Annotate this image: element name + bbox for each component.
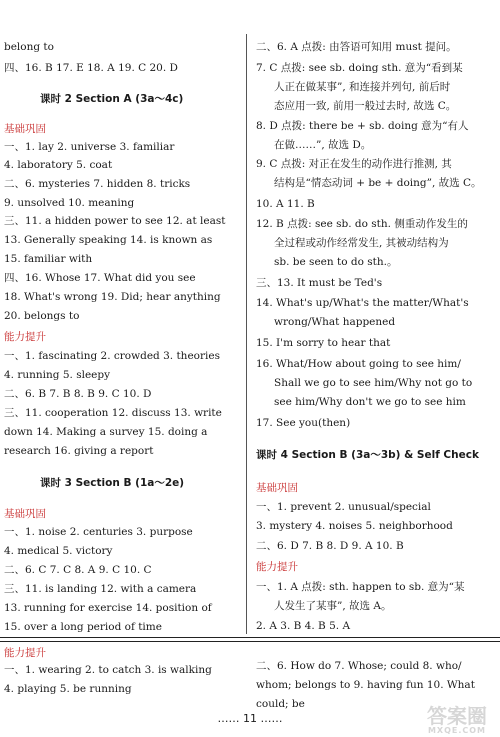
answer-line: 四、16. B 17. E 18. A 19. C 20. D bbox=[4, 62, 178, 74]
answer-line: wrong/What happened bbox=[274, 316, 396, 328]
answer-line: 16. What/How about going to see him/ bbox=[256, 358, 461, 370]
answer-line: 在做……”, 故选 D。 bbox=[274, 139, 372, 151]
answer-line: sb. be seen to do sth.。 bbox=[274, 256, 398, 268]
lesson-heading: 课时 3 Section B (1a～2e) bbox=[40, 477, 185, 489]
answer-line: 18. What's wrong 19. Did; hear anything bbox=[4, 291, 221, 303]
section-subheading: 基础巩固 bbox=[4, 508, 46, 520]
answer-line: 10. A 11. B bbox=[256, 198, 315, 210]
answer-line: 二、6. A 点拨: 由答语可知用 must 提问。 bbox=[256, 41, 457, 53]
column-divider bbox=[246, 34, 247, 634]
answer-line: 3. mystery 4. noises 5. neighborhood bbox=[256, 520, 453, 532]
answer-line: 13. Generally speaking 14. is known as bbox=[4, 234, 213, 246]
answer-line: 17. See you(then) bbox=[256, 417, 351, 429]
section-subheading: 能力提升 bbox=[4, 647, 46, 659]
answer-line: 二、6. mysteries 7. hidden 8. tricks bbox=[4, 178, 191, 190]
answer-line: 三、11. is landing 12. with a camera bbox=[4, 583, 197, 595]
answer-line: Shall we go to see him/Why not go to bbox=[274, 377, 473, 389]
section-subheading: 基础巩固 bbox=[256, 482, 298, 494]
answer-line: 9. unsolved 10. meaning bbox=[4, 197, 135, 209]
answer-line: research 16. giving a report bbox=[4, 445, 154, 457]
section-subheading: 能力提升 bbox=[256, 561, 298, 573]
answer-line: 4. playing 5. be running bbox=[4, 683, 132, 695]
answer-line: 态应用一致, 前用一般过去时, 故选 C。 bbox=[274, 100, 457, 112]
answer-line: 二、6. C 7. C 8. A 9. C 10. C bbox=[4, 564, 152, 576]
answer-line: 人发生了某事”, 故选 A。 bbox=[274, 600, 392, 612]
answer-line: could; be bbox=[256, 698, 305, 710]
answer-line: 8. D 点拨: there be + sb. doing 意为“有人 bbox=[256, 120, 469, 132]
answer-line: 二、6. D 7. B 8. D 9. A 10. B bbox=[256, 540, 404, 552]
section-subheading: 能力提升 bbox=[4, 331, 46, 343]
answer-line: 全过程或动作经常发生, 其被动结构为 bbox=[274, 237, 449, 249]
answer-line: down 14. Making a survey 15. doing a bbox=[4, 426, 208, 438]
answer-line: 4. laboratory 5. coat bbox=[4, 159, 113, 171]
answer-line: 15. I'm sorry to hear that bbox=[256, 337, 391, 349]
horizontal-rule bbox=[0, 641, 500, 642]
answer-line: belong to bbox=[4, 41, 54, 53]
answer-line: 结构是“情态动词 + be + doing”, 故选 C。 bbox=[274, 177, 482, 189]
horizontal-rule bbox=[0, 637, 500, 638]
watermark-logo: 答案圈 MXQE.COM bbox=[427, 704, 487, 735]
answer-line: 4. running 5. sleepy bbox=[4, 369, 111, 381]
answer-line: 9. C 点拨: 对正在发生的动作进行推测, 其 bbox=[256, 158, 452, 170]
answer-line: whom; belongs to 9. having fun 10. What bbox=[256, 679, 475, 691]
answer-line: 12. B 点拨: see sb. do sth. 侧重动作发生的 bbox=[256, 218, 468, 230]
answer-line: 一、1. wearing 2. to catch 3. is walking bbox=[4, 664, 212, 676]
answer-line: 一、1. lay 2. universe 3. familiar bbox=[4, 141, 175, 153]
answer-line: see him/Why don't we go to see him bbox=[274, 396, 466, 408]
answer-line: 二、6. How do 7. Whose; could 8. who/ bbox=[256, 660, 462, 672]
section-subheading: 基础巩固 bbox=[4, 123, 46, 135]
answer-line: 15. familiar with bbox=[4, 253, 93, 265]
answer-line: 四、16. Whose 17. What did you see bbox=[4, 272, 196, 284]
answer-line: 一、1. noise 2. centuries 3. purpose bbox=[4, 526, 193, 538]
page-number: …… 11 …… bbox=[217, 712, 283, 725]
answer-line: 2. A 3. B 4. B 5. A bbox=[256, 620, 351, 632]
lesson-heading: 课时 4 Section B (3a～3b) & Self Check bbox=[256, 449, 479, 461]
answer-line: 14. What's up/What's the matter/What's bbox=[256, 297, 469, 309]
answer-line: 一、1. fascinating 2. crowded 3. theories bbox=[4, 350, 220, 362]
answer-line: 三、11. a hidden power to see 12. at least bbox=[4, 215, 226, 227]
answer-line: 二、6. B 7. B 8. B 9. C 10. D bbox=[4, 388, 152, 400]
answer-line: 三、13. It must be Ted's bbox=[256, 277, 383, 289]
answer-line: 一、1. prevent 2. unusual/special bbox=[256, 501, 431, 513]
answer-line: 7. C 点拨: see sb. doing sth. 意为“看到某 bbox=[256, 62, 463, 74]
answer-line: 20. belongs to bbox=[4, 310, 80, 322]
answer-line: 4. medical 5. victory bbox=[4, 545, 113, 557]
answer-line: 人正在做某事”, 和连接并列句, 前后时 bbox=[274, 81, 451, 93]
answer-line: 13. running for exercise 14. position of bbox=[4, 602, 212, 614]
lesson-heading: 课时 2 Section A (3a～4c) bbox=[40, 93, 184, 105]
answer-line: 三、11. cooperation 12. discuss 13. write bbox=[4, 407, 222, 419]
answer-line: 一、1. A 点拨: sth. happen to sb. 意为“某 bbox=[256, 581, 465, 593]
answer-line: 15. over a long period of time bbox=[4, 621, 162, 633]
